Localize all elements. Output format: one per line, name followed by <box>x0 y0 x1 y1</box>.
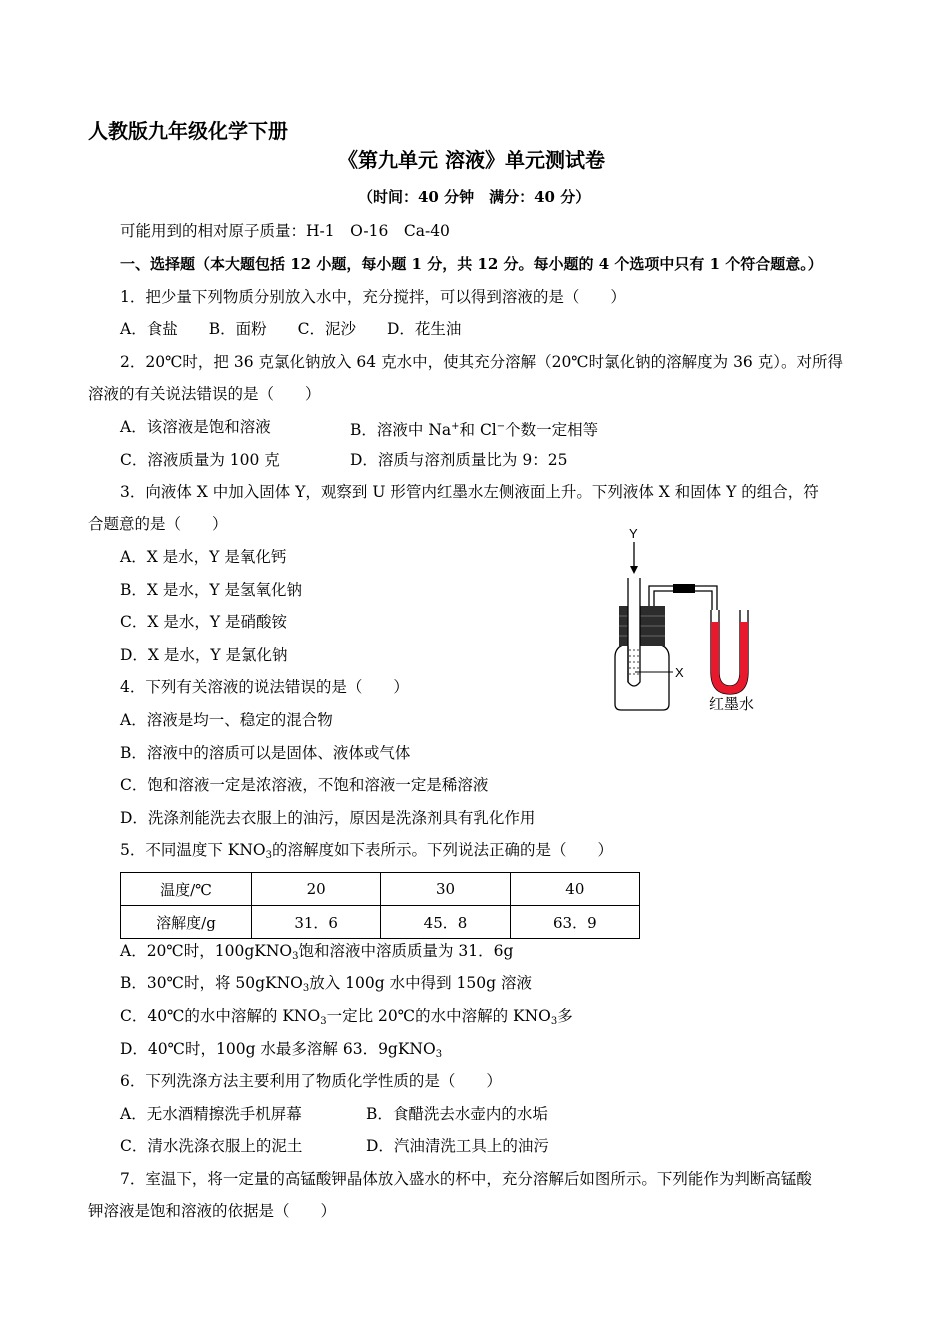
question-4-option-d: D．洗涤剂能洗去衣服上的油污，原因是洗涤剂具有乳化作用 <box>120 809 536 827</box>
page-title: 《第九单元 溶液》单元测试卷 <box>338 148 605 172</box>
question-3-option-b: B．X 是水，Y 是氢氧化钠 <box>120 581 303 599</box>
table-cell: 溶解度/g <box>121 906 252 939</box>
label-y: Y <box>629 526 638 541</box>
exam-meta: （时间：40 分钟 满分：40 分） <box>358 188 591 206</box>
question-2-option-a: A．该溶液是饱和溶液 <box>120 418 271 436</box>
question-5-option-b: B．30℃时，将 50gKNO$_3$放入 100g 水中得到 150g 溶液 <box>120 974 532 994</box>
solubility-table <box>120 872 640 939</box>
label-red-ink: 红墨水 <box>709 695 755 713</box>
question-1-stem: 1．把少量下列物质分别放入水中，充分搅拌，可以得到溶液的是（ ） <box>120 288 626 306</box>
u-tube-apparatus-figure <box>605 522 795 717</box>
bottle <box>615 644 669 710</box>
question-6-option-b: B．食醋洗去水壶内的水垢 <box>366 1105 548 1123</box>
question-7-stem: 7．室温下，将一定量的高锰酸钾晶体放入盛水的杯中，充分溶解后如图所示。下列能作为判断高锰酸 <box>120 1170 812 1188</box>
table-cell: 30 <box>381 873 510 906</box>
test-tube <box>628 578 640 686</box>
question-6-option-c: C．清水洗涤衣服上的泥土 <box>120 1137 303 1155</box>
question-4-option-c: C．饱和溶液一定是浓溶液，不饱和溶液一定是稀溶液 <box>120 776 489 794</box>
section-heading: 一、选择题（本大题包括 12 小题，每小题 1 分，共 12 分。每小题的 4 个选项中只有 1 个符合题意。） <box>120 255 823 273</box>
atomic-mass-note: 可能用到的相对原子质量：H-1 O-16 Ca-40 <box>120 222 450 240</box>
question-2-stem: 2．20℃时，把 36 克氯化钠放入 64 克水中，使其充分溶解（20℃时氯化钠的溶解度为 36 克）。对所得 <box>120 353 843 371</box>
question-5-stem: 5．不同温度下 $KNO_3$的溶解度如下表所示。下列说法正确的是（ ） <box>120 841 614 861</box>
red-ink <box>711 622 748 694</box>
question-3-stem: 3．向液体 X 中加入固体 Y，观察到 U 形管内红墨水左侧液面上升。下列液体 X 和固体 Y 的组合，符 <box>120 483 819 501</box>
question-2-stem-cont: 溶液的有关说法错误的是（ ） <box>88 385 321 403</box>
question-2-option-b: B．溶液中 Na+和 Cl−个数一定相等 <box>350 421 599 439</box>
question-6-stem: 6．下列洗涤方法主要利用了物质化学性质的是（ ） <box>120 1072 502 1090</box>
table-cell: 温度/℃ <box>121 873 252 906</box>
tube-connector <box>673 584 695 593</box>
arrow-head <box>630 566 638 574</box>
question-1-options: A．食盐 B．面粉 C．泥沙 D．花生油 <box>120 320 462 338</box>
question-5-option-a: A．20℃时，100gKNO$_3$饱和溶液中溶质质量为 31．6g <box>120 942 514 962</box>
table-cell: 45．8 <box>381 906 510 939</box>
table-row <box>121 873 640 906</box>
table-cell: 40 <box>510 873 639 906</box>
question-3-option-d: D．X 是水，Y 是氯化钠 <box>120 646 288 664</box>
question-3-option-c: C．X 是水，Y 是硝酸铵 <box>120 613 287 631</box>
question-5-option-c: C．40℃的水中溶解的 $KNO_3$一定比 20℃的水中溶解的 $KNO_3$多 <box>120 1007 573 1027</box>
question-2-option-c: C．溶液质量为 100 克 <box>120 451 280 469</box>
question-6-option-a: A．无水酒精擦洗手机屏幕 <box>120 1105 302 1123</box>
label-x: X <box>675 665 684 680</box>
table-row <box>121 906 640 939</box>
question-3-stem-cont: 合题意的是（ ） <box>88 515 228 533</box>
question-2-option-d: D．溶质与溶剂质量比为 9：25 <box>350 451 568 469</box>
publisher-heading: 人教版九年级化学下册 <box>88 119 288 143</box>
question-4-option-b: B．溶液中的溶质可以是固体、液体或气体 <box>120 744 411 762</box>
question-7-stem-cont: 钾溶液是饱和溶液的依据是（ ） <box>88 1202 337 1220</box>
question-3-option-a: A．X 是水，Y 是氧化钙 <box>120 548 287 566</box>
table-cell: 63．9 <box>510 906 639 939</box>
table-cell: 20 <box>252 873 381 906</box>
question-4-stem: 4．下列有关溶液的说法错误的是（ ） <box>120 678 409 696</box>
question-6-option-d: D．汽油清洗工具上的油污 <box>366 1137 549 1155</box>
table-cell: 31．6 <box>252 906 381 939</box>
question-5-option-d: D．40℃时，100g 水最多溶解 63．9gKNO$_3$ <box>120 1040 443 1060</box>
question-4-option-a: A．溶液是均一、稳定的混合物 <box>120 711 333 729</box>
